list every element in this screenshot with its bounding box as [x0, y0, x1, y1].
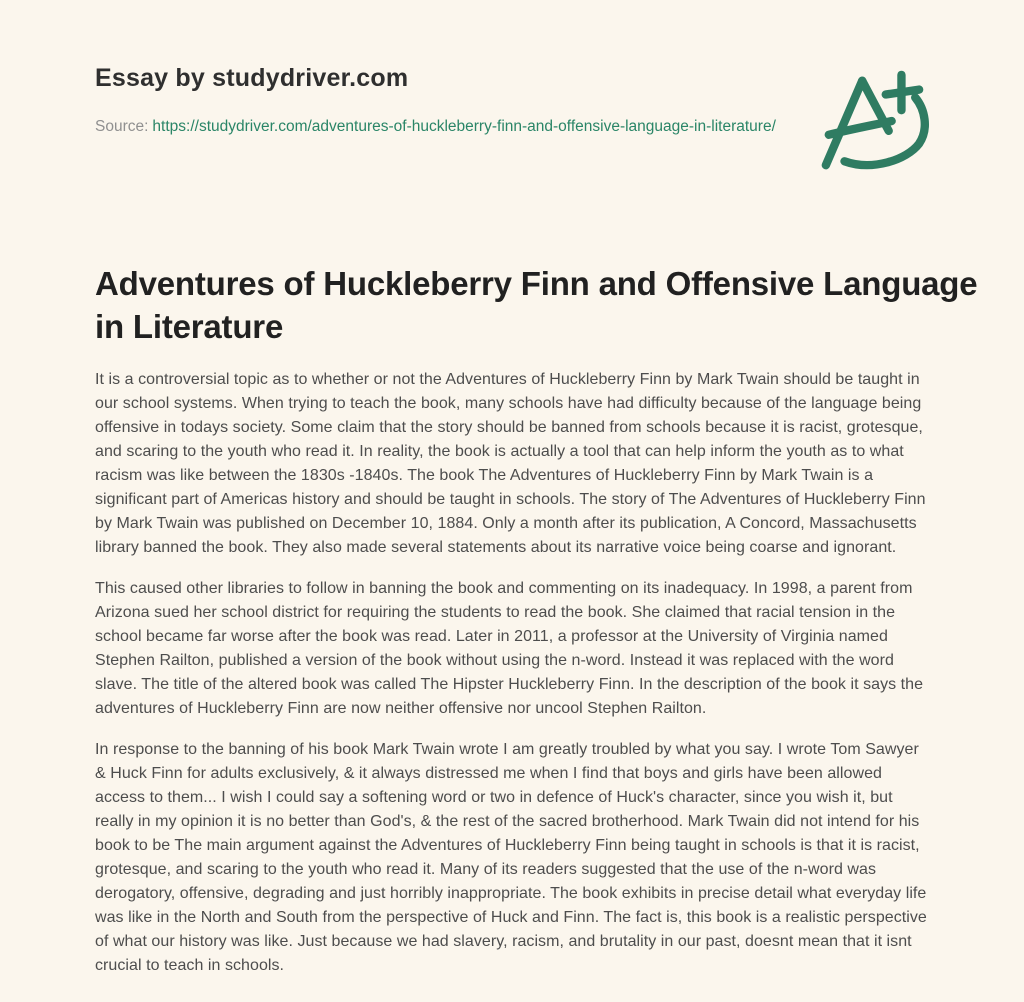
a-plus-logo-icon: [813, 68, 931, 176]
essay-title-line-2: in Literature: [95, 308, 284, 345]
essay-paragraph: It is a controversial topic as to whether or not the Adventures of Huckleberry Finn by Mark Twain should be taught in our school systems. When trying to teach the book, many schools have had difficulty because of the language being offensive in todays society. Some claim that the story should be banned from schools because it is racist, grotesque, and scaring to the youth who read it. In reality, the book is actually a tool that can help inform the youth as to what racism was like between the 1830s -1840s. The book The Adventures of Huckleberry Finn by Mark Twain is a significant part of Americas history and should be taught in schools. The story of The Adventures of Huckleberry Finn by Mark Twain was published on December 10, 1884. Only a month after its publication, A Concord, Massachusetts library banned the book. They also made several statements about its narrative voice being coarse and ignorant.: [95, 371, 926, 556]
header-text-block: [95, 64, 776, 141]
source-line: [95, 113, 776, 141]
page-header: [95, 64, 931, 176]
source-label: Source:: [95, 118, 149, 135]
essay-title-line-1: Adventures of Huckleberry Finn and Offensive Language: [95, 265, 978, 302]
essay-title: [95, 262, 978, 348]
essay-body: [95, 368, 931, 978]
essay-byline: Essay by studydriver.com: [95, 64, 409, 92]
source-url-link[interactable]: https://studydriver.com/adventures-of-huckleberry-finn-and-offensive-language-in-literature/: [152, 118, 776, 135]
essay-paragraph: In response to the banning of his book Mark Twain wrote I am greatly troubled by what you say. I wrote Tom Sawyer & Huck Finn for adults exclusively, & it always distressed me when I find that boys and girls have been allowed access to them... I wish I could say a softening word or two in defence of Huck's character, since you wish it, but really in my opinion it is no better than God's, & the rest of the sacred brotherhood. Mark Twain did not intend for his book to be The main argument against the Adventures of Huckleberry Finn being taught in schools is that it is racist, grotesque, and scaring to the youth who read it. Many of its readers suggested that the use of the n-word was derogatory, offensive, degrading and just horribly inappropriate. The book exhibits in precise detail what everyday life was like in the North and South from the perspective of Huck and Finn. The fact is, this book is a realistic perspective of what our history was like. Just because we had slavery, racism, and brutality in our past, doesnt mean that it isnt crucial to teach in schools.: [95, 741, 927, 974]
essay-paragraph: This caused other libraries to follow in banning the book and commenting on its inadequacy. In 1998, a parent from Arizona sued her school district for requiring the students to read the book. She claimed that racial tension in the school became far worse after the book was read. Later in 2011, a professor at the University of Virginia named Stephen Railton, published a version of the book without using the n-word. Instead it was replaced with the word slave. The title of the altered book was called The Hipster Huckleberry Finn. In the description of the book it says the adventures of Huckleberry Finn are now neither offensive nor uncool Stephen Railton.: [95, 580, 924, 717]
